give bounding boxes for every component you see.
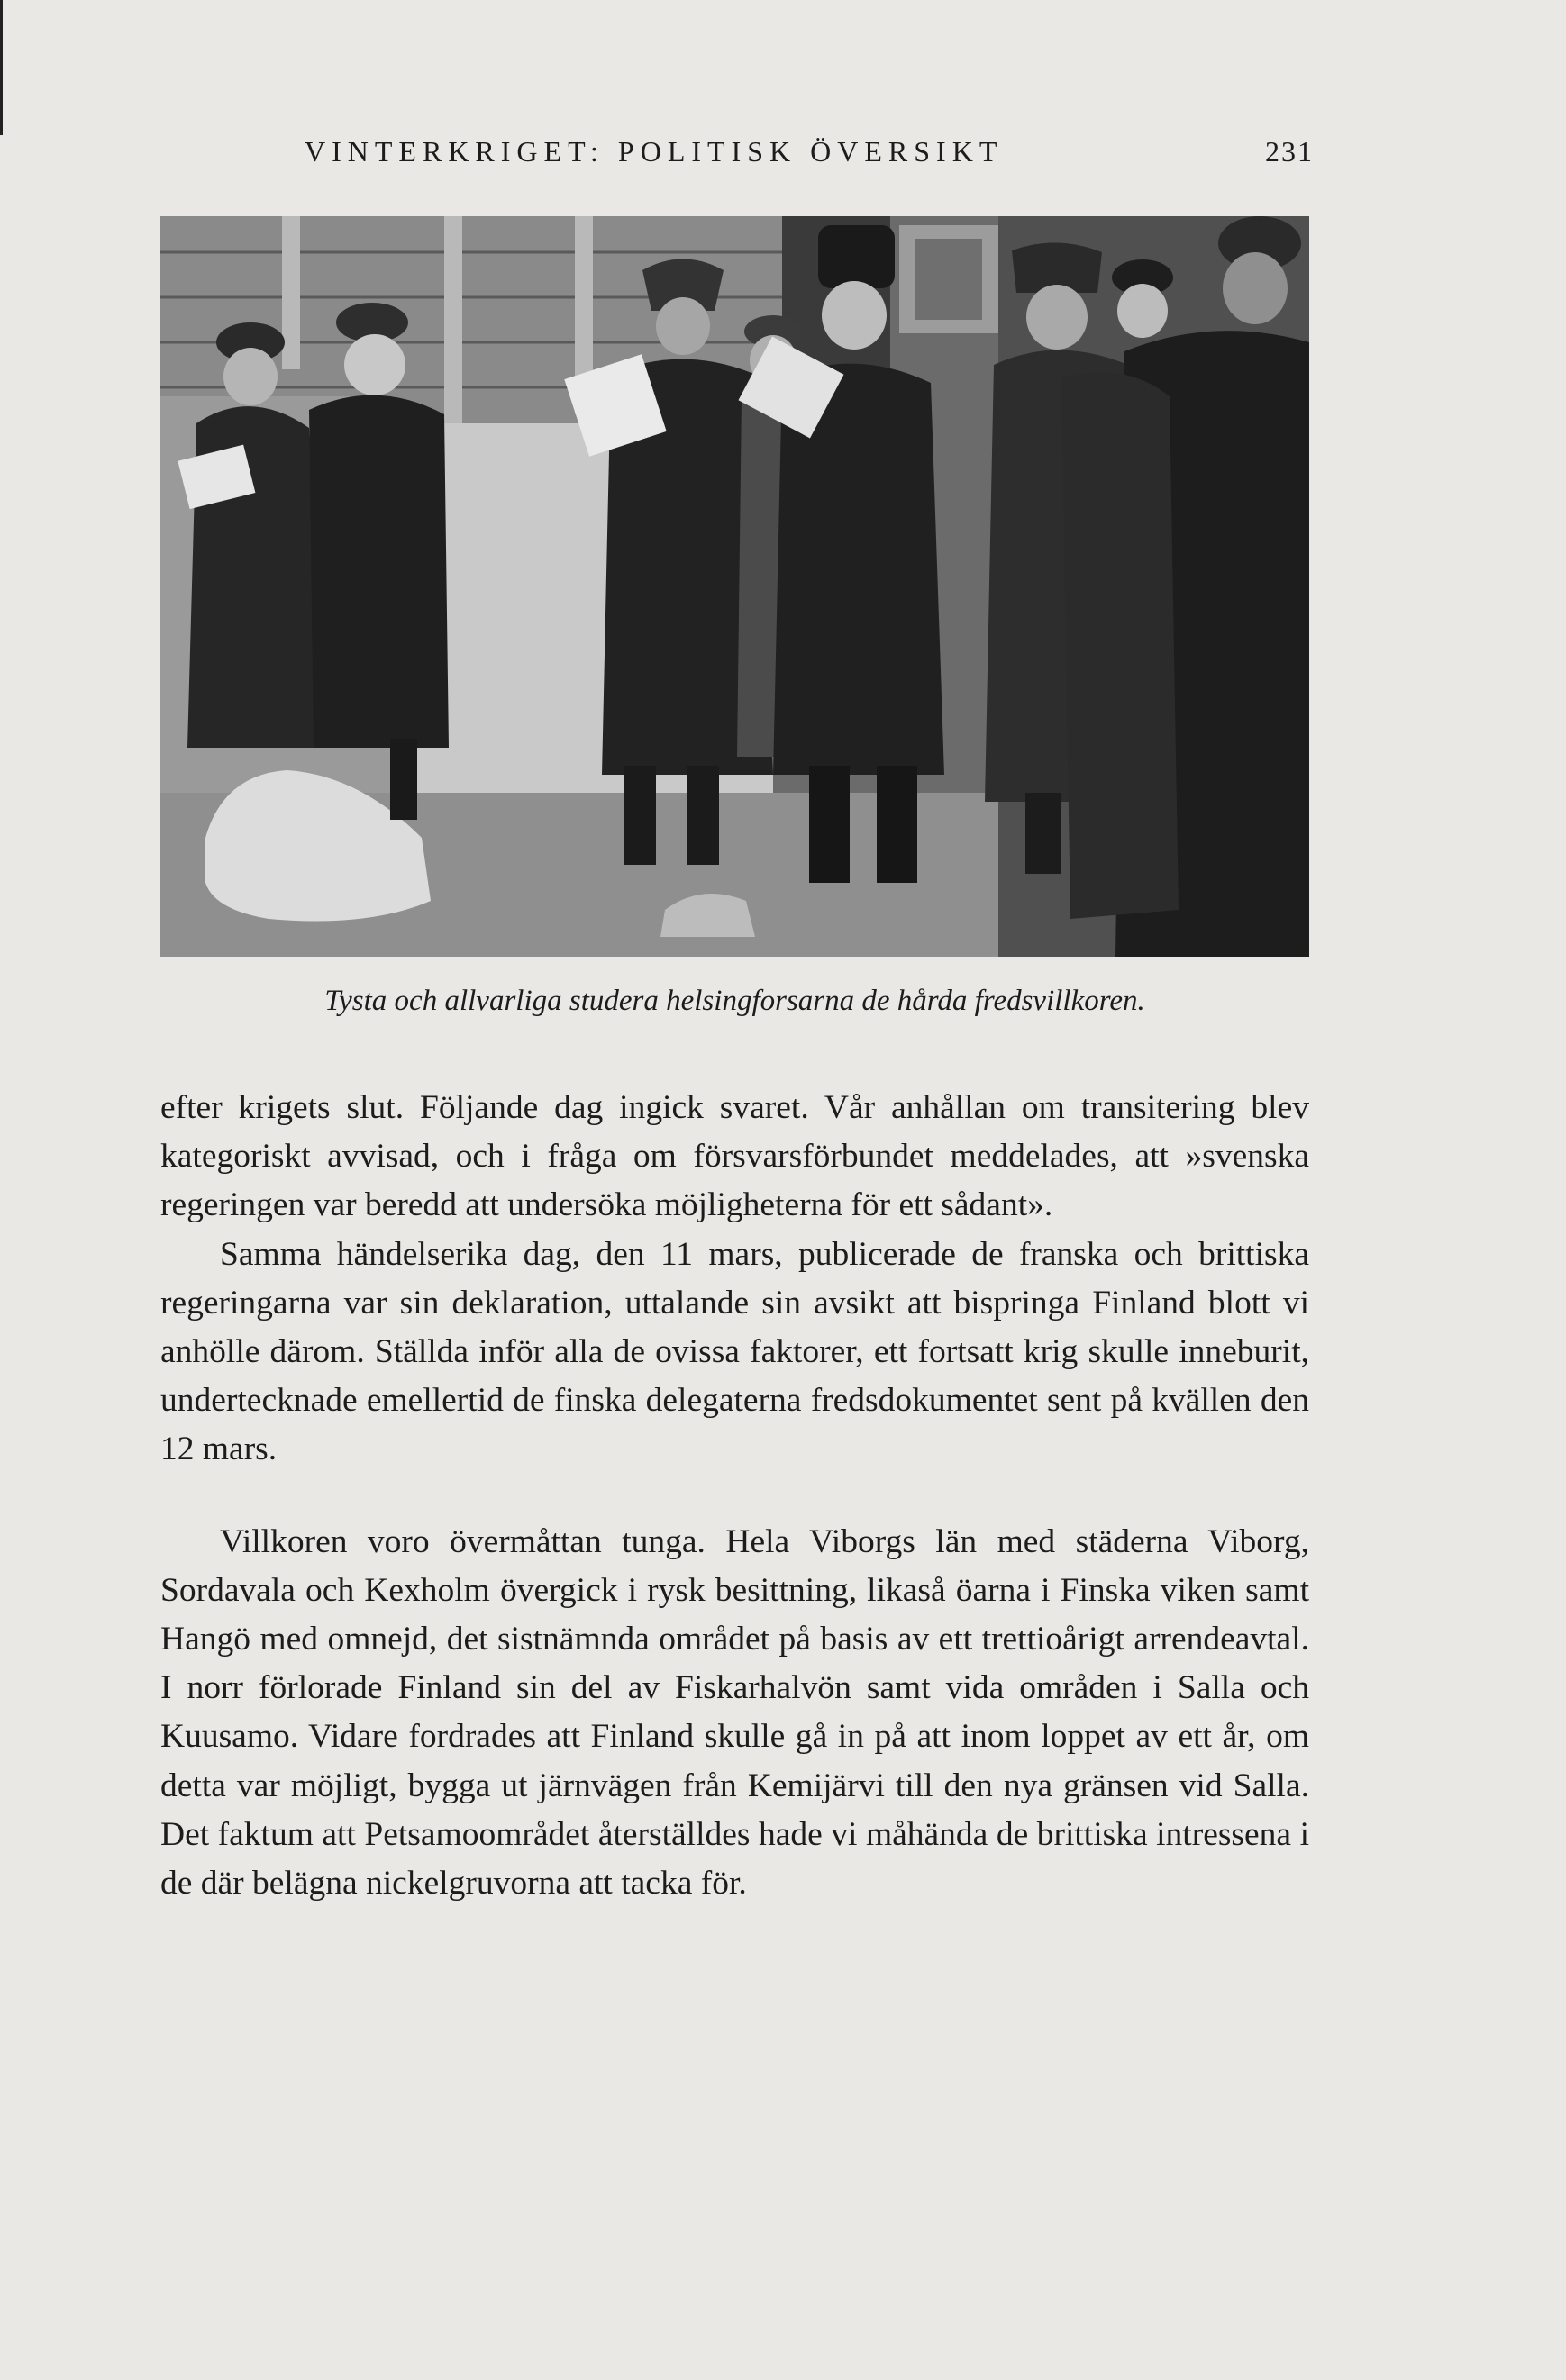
running-title: VINTERKRIGET: POLITISK ÖVERSIKT bbox=[305, 135, 1004, 168]
paragraph-2: Samma händelserika dag, den 11 mars, publicerade de franska och brittiska regeringarna var sin deklaration, uttalande sin avsikt att bispringa Finland blott vi anhölle därom. Ställda inför alla de ovissa faktorer, ett fortsatt krig skulle inneburit, undertecknade emellertid de finska delegaterna fredsdokumentet sent på kvällen den 12 mars. bbox=[160, 1235, 1309, 1468]
body-text bbox=[160, 1084, 1309, 1908]
news-photo bbox=[160, 216, 1309, 957]
running-head bbox=[305, 135, 1314, 180]
photo-caption: Tysta och allvarliga studera helsingforsarna de hårda fredsvillkoren. bbox=[324, 985, 1145, 1017]
page-edge-mark bbox=[0, 0, 3, 135]
paragraph-3: Villkoren voro övermåttan tunga. Hela Viborgs län med städerna Viborg, Sordavala och Kexholm övergick i rysk besittning, likaså öarna i Finska viken samt Hangö med omnejd, det sistnämnda området på basis av ett trettioårigt arrendeavtal. I norr förlorade Finland sin del av Fiskarhalvön samt vida områden i Salla och Kuusamo. Vidare fordrades att Finland skulle gå in på att inom loppet av ett år, om detta var möjligt, bygga ut järnvägen från Kemijärvi till den nya gränsen vid Salla. Det faktum att Petsamoområdet återställdes hade vi måhända de brittiska intressena i de där belägna nickelgruvorna att tacka för. bbox=[160, 1522, 1309, 1903]
page-number: 231 bbox=[1265, 135, 1314, 168]
paragraph-1: efter krigets slut. Följande dag ingick svaret. Vår anhållan om transitering blev kategoriskt avvisad, och i fråga om försvarsförbundet meddelades, att »svenska regeringen var beredd att undersöka möjligheterna för ett sådant». bbox=[160, 1089, 1309, 1224]
photo-people-reading-peace-terms bbox=[160, 216, 1309, 957]
